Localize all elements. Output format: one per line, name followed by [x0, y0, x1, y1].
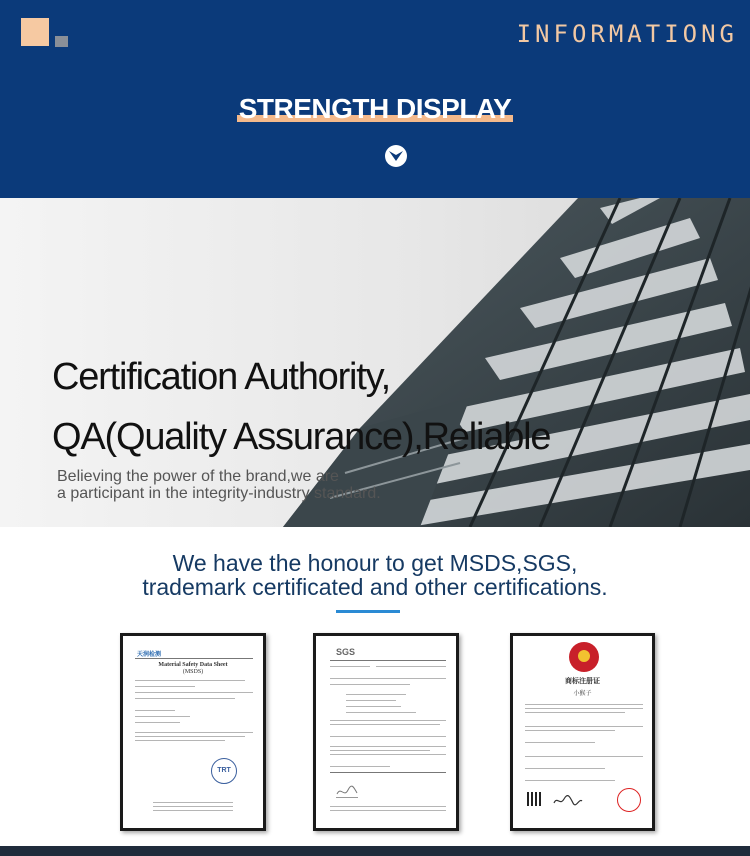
- msds-logo: 天润检测: [137, 652, 162, 658]
- header-band: [0, 0, 750, 198]
- accent-divider: [336, 610, 400, 613]
- hero-subtext-2: a participant in the integrity-industry standard.: [57, 485, 381, 502]
- msds-title: Material Safety Data Sheet: [158, 662, 228, 668]
- national-emblem-icon: [569, 642, 599, 672]
- certificate-trademark[interactable]: [510, 633, 655, 831]
- section-title-text: STRENGTH DISPLAY: [238, 93, 512, 124]
- bottom-bar: [0, 846, 750, 856]
- trt-stamp-text: TRT: [217, 767, 231, 774]
- certificate-paper: [513, 636, 652, 828]
- certificate-paper: [316, 636, 456, 828]
- certificate-paper: [123, 636, 263, 828]
- logo-square-icon: [21, 18, 49, 46]
- chevron-down-icon[interactable]: [385, 145, 407, 167]
- hero-headline-1: Certification Authority,: [52, 356, 390, 398]
- hero-banner: [0, 198, 750, 527]
- honour-line-2: trademark certificated and other certifications.: [142, 574, 608, 600]
- brand-name: INFORMATIONG: [516, 20, 738, 48]
- hero-subtext-1: Believing the power of the brand,we are: [57, 468, 339, 485]
- signature-icon: [553, 794, 583, 804]
- honour-line-1: We have the honour to get MSDS,SGS,: [172, 550, 578, 576]
- msds-subtitle: (MSDS): [182, 669, 204, 675]
- official-seal-icon: [617, 788, 641, 812]
- hero-headline-2: QA(Quality Assurance),Reliable: [52, 416, 551, 458]
- trademark-title: 商标注册证: [565, 678, 600, 685]
- trt-stamp-icon: [211, 758, 237, 784]
- signature-icon: [336, 784, 358, 798]
- certificate-msds[interactable]: [120, 633, 266, 831]
- qr-code-icon: [527, 792, 541, 806]
- logo-small-square-icon: [55, 36, 68, 47]
- section-title: [0, 93, 750, 125]
- trademark-name: 小猴子: [573, 691, 592, 697]
- sgs-logo: SGS: [336, 647, 356, 657]
- certificate-sgs[interactable]: [313, 633, 459, 831]
